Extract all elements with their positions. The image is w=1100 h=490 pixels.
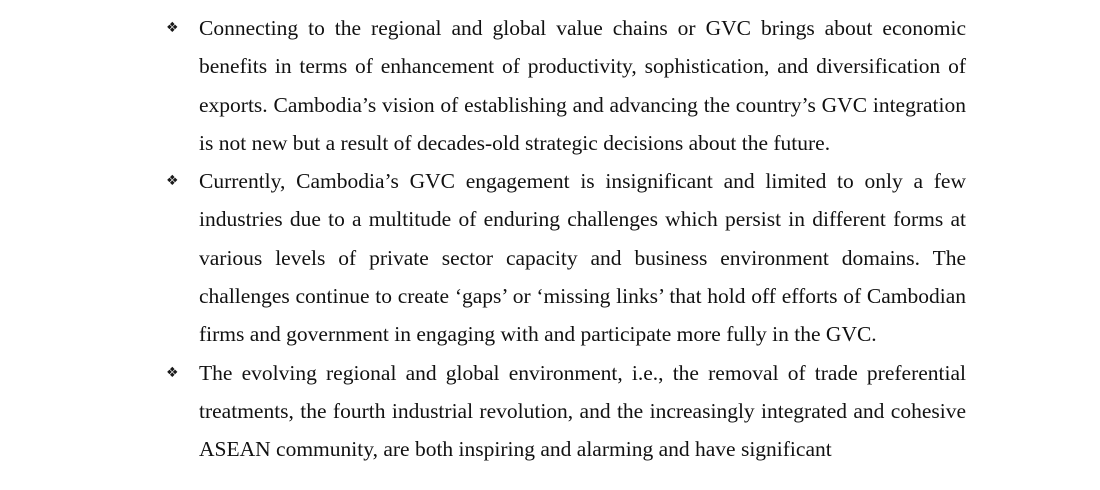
diamond-bullet-icon: ❖ [166,20,179,36]
bullet-item-evolving-environment [0,354,1100,469]
bullet-item-gvc-engagement [0,162,1100,353]
bullet-item-gvc-benefits [0,9,1100,162]
bullet-list [0,9,1100,469]
bullet-text: Currently, Cambodia’s GVC engagement is insignificant and limited to only a few industries due to a multitude of enduring challenges which persist in different forms at various levels of private sector capacity and business environment domains. The challenges continue to create ‘gaps’ or ‘missing links’ that hold off efforts of Cambodian firms and government in engaging with and participate more fully in the GVC. [199,169,966,347]
bullet-text: The evolving regional and global environment, i.e., the removal of trade preferential treatments, the fourth industrial revolution, and the increasingly integrated and cohesive ASEAN community, are both inspiring and alarming and have significant [199,360,966,462]
bullet-text: Connecting to the regional and global value chains or GVC brings about economic benefits in terms of enhancement of productivity, sophistication, and diversification of exports. Cambodia’s vision of establishing and advancing the country’s GVC integration is not new but a result of decades-old strategic decisions about the future. [199,16,966,155]
diamond-bullet-icon: ❖ [166,173,179,190]
diamond-bullet-icon: ❖ [166,364,179,381]
